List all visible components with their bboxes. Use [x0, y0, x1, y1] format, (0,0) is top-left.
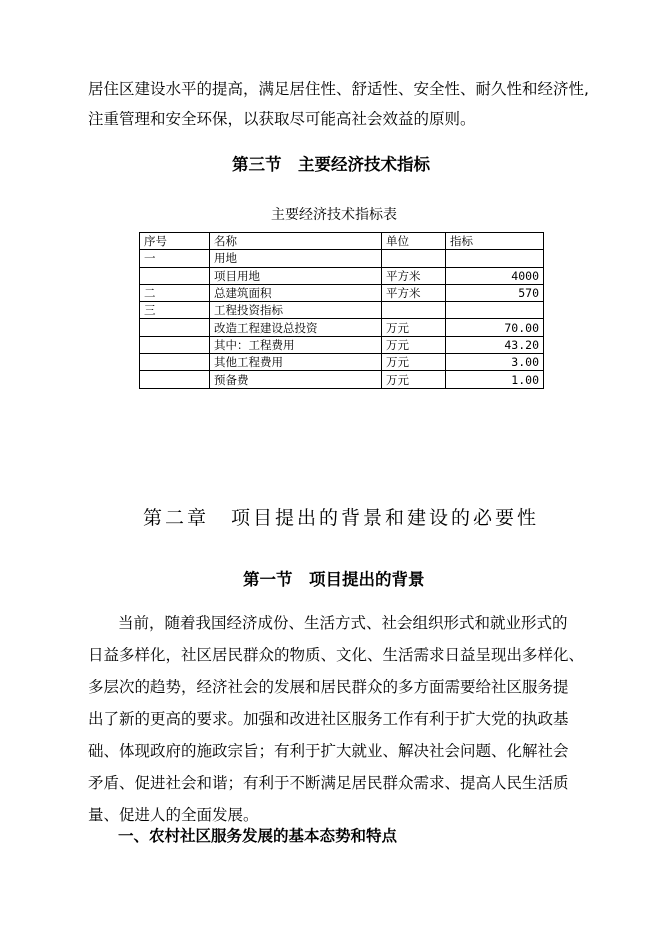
table-row [140, 371, 544, 388]
unit-cell: 万元 [382, 371, 446, 388]
name-cell: 工程投资指标 [210, 302, 382, 319]
name-cell: 其中：工程费用 [210, 336, 382, 353]
index-cell [140, 267, 210, 284]
body-line: 矛盾、促进社会和谐；有利于不断满足居民群众需求、提高人民生活质 [88, 774, 569, 792]
table-row [140, 284, 544, 301]
value-cell: 43.20 [446, 336, 544, 353]
subheading-rural-community-services: 一、农村社区服务发展的基本态势和特点 [118, 827, 398, 845]
unit-cell [382, 250, 446, 267]
body-line: 量、促进人的全面发展。 [88, 806, 259, 824]
table-row [140, 354, 544, 371]
body-line: 多层次的趋势，经济社会的发展和居民群众的多方面需要给社区服务提 [88, 678, 569, 696]
unit-cell: 平方米 [382, 267, 446, 284]
value-cell: 1.00 [446, 371, 544, 388]
index-cell: 二 [140, 284, 210, 301]
section-title-economic-indicators: 第三节 主要经济技术指标 [232, 155, 430, 174]
value-cell [446, 250, 544, 267]
name-cell: 其他工程费用 [210, 354, 382, 371]
index-cell [140, 336, 210, 353]
table-row [140, 336, 544, 353]
index-cell: 三 [140, 302, 210, 319]
name-cell: 总建筑面积 [210, 284, 382, 301]
table-header-row [140, 233, 544, 250]
table-row [140, 302, 544, 319]
chapter-title: 第二章 项目提出的背景和建设的必要性 [143, 507, 540, 529]
table-row [140, 319, 544, 336]
name-cell: 改造工程建设总投资 [210, 319, 382, 336]
indicators-table [139, 232, 544, 389]
table-row [140, 267, 544, 284]
value-cell: 4000 [446, 267, 544, 284]
name-cell: 预备费 [210, 371, 382, 388]
body-line: 出了新的更高的要求。加强和改进社区服务工作有利于扩大党的执政基 [88, 710, 569, 728]
body-line: 础、体现政府的施政宗旨；有利于扩大就业、解决社会问题、化解社会 [88, 742, 569, 760]
table-row [140, 250, 544, 267]
unit-cell: 万元 [382, 336, 446, 353]
header-cell: 序号 [140, 233, 210, 250]
unit-cell: 万元 [382, 354, 446, 371]
value-cell: 3.00 [446, 354, 544, 371]
index-cell [140, 371, 210, 388]
unit-cell: 万元 [382, 319, 446, 336]
name-cell: 项目用地 [210, 267, 382, 284]
body-line: 当前，随着我国经济成份、生活方式、社会组织形式和就业形式的 [118, 614, 568, 632]
value-cell: 570 [446, 284, 544, 301]
body-line: 日益多样化，社区居民群众的物质、文化、生活需求日益呈现出多样化、 [88, 646, 585, 664]
index-cell [140, 319, 210, 336]
unit-cell: 平方米 [382, 284, 446, 301]
index-cell: 一 [140, 250, 210, 267]
header-cell: 单位 [382, 233, 446, 250]
value-cell [446, 302, 544, 319]
name-cell: 用地 [210, 250, 382, 267]
table-caption: 主要经济技术指标表 [271, 207, 397, 223]
intro-line: 注重管理和安全环保，以获取尽可能高社会效益的原则。 [88, 110, 476, 128]
header-cell: 名称 [210, 233, 382, 250]
intro-line: 居住区建设水平的提高，满足居住性、舒适性、安全性、耐久性和经济性, [88, 80, 589, 98]
unit-cell [382, 302, 446, 319]
index-cell [140, 354, 210, 371]
section-title-background: 第一节 项目提出的背景 [243, 570, 425, 589]
header-cell: 指标 [446, 233, 544, 250]
value-cell: 70.00 [446, 319, 544, 336]
